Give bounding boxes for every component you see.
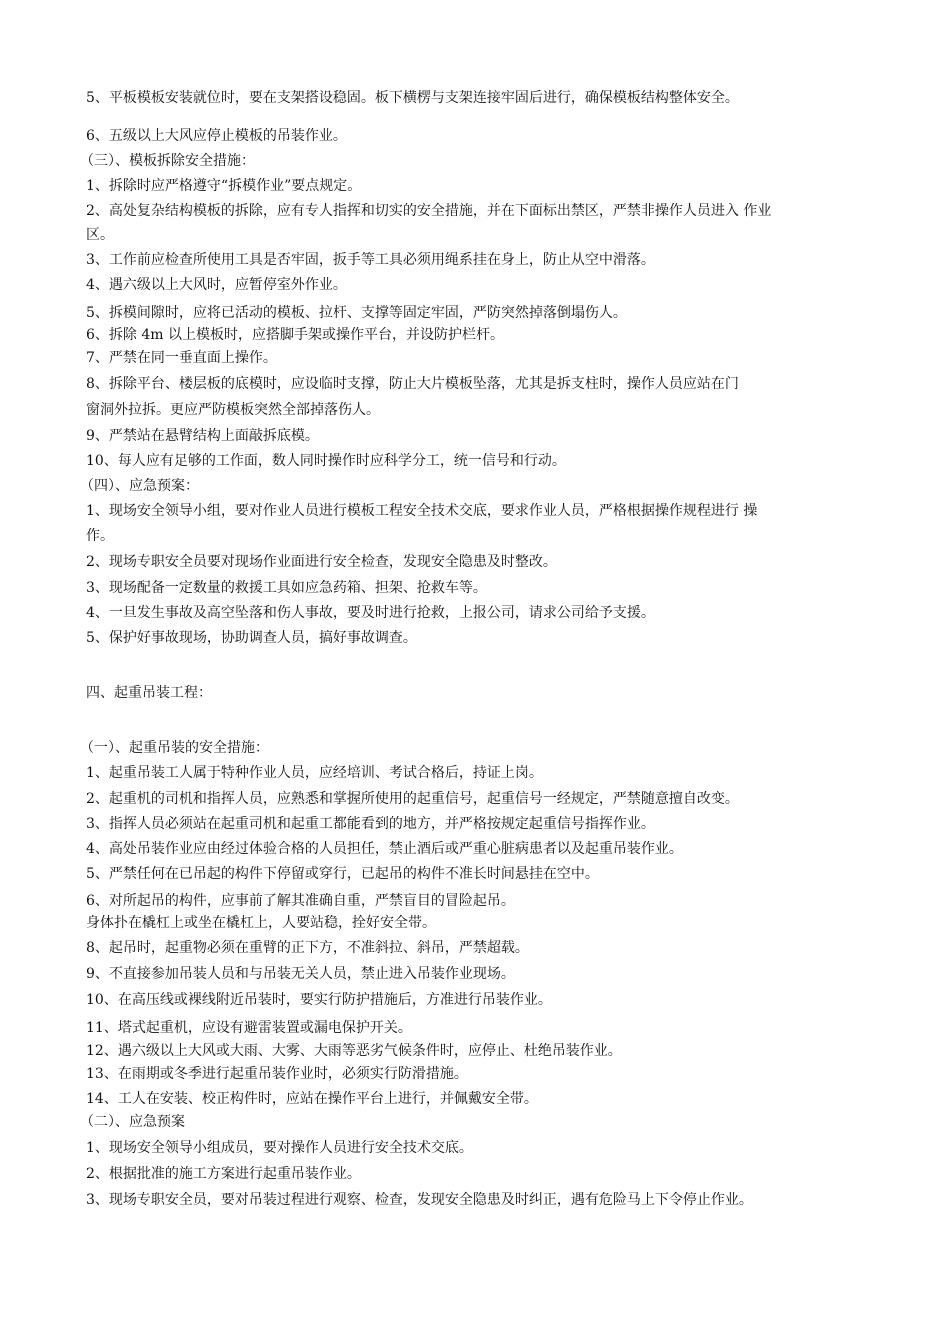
paragraph-line: 1、起重吊装工人属于特种作业人员，应经培训、考试合格后，持证上岗。 <box>86 765 543 781</box>
paragraph-line: 5、平板模板安装就位时，要在支架搭设稳固。板下横楞与支架连接牢固后进行，确保模板结构整体安全。 <box>86 90 739 106</box>
paragraph-line: 区。 <box>86 227 114 243</box>
paragraph-line: 身体扑在橇杠上或坐在橇杠上，人要站稳，拴好安全带。 <box>86 915 436 931</box>
paragraph-line: 2、现场专职安全员要对现场作业面进行安全检查，发现安全隐患及时整改。 <box>86 554 557 570</box>
paragraph-line: 7、严禁在同一垂直面上操作。 <box>86 350 277 366</box>
paragraph-line: 4、一旦发生事故及高空坠落和伤人事故，要及时进行抢救，上报公司，请求公司给予支援。 <box>86 605 655 621</box>
paragraph-line: 1、拆除时应严格遵守“拆模作业”要点规定。 <box>86 178 362 194</box>
paragraph-line: 2、高处复杂结构模板的拆除，应有专人指挥和切实的安全措施，并在下面标出禁区，严禁非操作人员进入 作业 <box>86 203 772 219</box>
paragraph-line: 作。 <box>86 528 114 544</box>
paragraph-line: 3、现场配备一定数量的救援工具如应急药箱、担架、抢救车等。 <box>86 580 487 596</box>
paragraph-line: 5、严禁任何在已吊起的构件下停留或穿行，已起吊的构件不准长时间悬挂在空中。 <box>86 866 599 882</box>
paragraph-line: 1、现场安全领导小组成员，要对操作人员进行安全技术交底。 <box>86 1140 473 1156</box>
paragraph-line: 8、拆除平台、楼层板的底模时，应设临时支撑，防止大片模板坠落，尤其是拆支柱时，操作人员应站在门 <box>86 376 739 392</box>
paragraph-line: 3、工作前应检查所使用工具是否牢固，扳手等工具必须用绳系挂在身上，防止从空中滑落。 <box>86 252 655 268</box>
paragraph-line: 6、对所起吊的构件，应事前了解其准确自重，严禁盲目的冒险起吊。 <box>86 893 515 909</box>
paragraph-line: 3、指挥人员必须站在起重司机和起重工都能看到的地方，并严格按规定起重信号指挥作业。 <box>86 816 655 832</box>
paragraph-line: 10、在高压线或裸线附近吊装时，要实行防护措施后，方准进行吊装作业。 <box>86 992 552 1008</box>
chapter-heading: 四、起重吊装工程： <box>86 685 212 701</box>
paragraph-line: 10、每人应有足够的工作面，数人同时操作时应科学分工，统一信号和行动。 <box>86 453 566 469</box>
paragraph-line: 4、遇六级以上大风时，应暂停室外作业。 <box>86 277 347 293</box>
section-heading: （二）、应急预案 <box>80 1114 185 1130</box>
section-heading: （四）、应急预案： <box>80 478 199 494</box>
paragraph-line: 14、工人在安装、校正构件时，应站在操作平台上进行，并佩戴安全带。 <box>86 1091 538 1107</box>
paragraph-line: 5、保护好事故现场，协助调查人员，搞好事故调查。 <box>86 630 417 646</box>
paragraph-line: 13、在雨期或冬季进行起重吊装作业时，必须实行防滑措施。 <box>86 1066 468 1082</box>
section-heading: （一）、起重吊装的安全措施： <box>80 740 269 756</box>
paragraph-line: 4、高处吊装作业应由经过体验合格的人员担任，禁止酒后或严重心脏病患者以及起重吊装作业。 <box>86 841 683 857</box>
paragraph-line: 2、起重机的司机和指挥人员，应熟悉和掌握所使用的起重信号，起重信号一经规定，严禁随意擅自改变。 <box>86 791 739 807</box>
section-heading: （三）、模板拆除安全措施： <box>80 153 255 169</box>
paragraph-line: 5、拆模间隙时，应将已活动的模板、拉杆、支撑等固定牢固，严防突然掉落倒塌伤人。 <box>86 305 627 321</box>
paragraph-line: 12、遇六级以上大风或大雨、大雾、大雨等恶劣气候条件时，应停止、杜绝吊装作业。 <box>86 1043 622 1059</box>
paragraph-line: 6、拆除 4m 以上模板时，应搭脚手架或操作平台，并设防护栏杆。 <box>86 327 504 343</box>
paragraph-line: 9、不直接参加吊装人员和与吊装无关人员，禁止进入吊装作业现场。 <box>86 966 515 982</box>
paragraph-line: 9、严禁站在悬臂结构上面敲拆底模。 <box>86 428 319 444</box>
paragraph-line: 1、现场安全领导小组，要对作业人员进行模板工程安全技术交底，要求作业人员，严格根据操作规程进行 操 <box>86 503 758 519</box>
paragraph-line: 8、起吊时，起重物必须在重臂的正下方，不准斜拉、斜吊，严禁超载。 <box>86 940 529 956</box>
paragraph-line: 3、现场专职安全员，要对吊装过程进行观察、检查，发现安全隐患及时纠正，遇有危险马上下令停止作业。 <box>86 1192 753 1208</box>
paragraph-line: 11、塔式起重机，应设有避雷装置或漏电保护开关。 <box>86 1020 412 1036</box>
paragraph-line: 窗洞外拉拆。更应严防模板突然全部掉落伤人。 <box>86 402 380 418</box>
paragraph-line: 6、五级以上大风应停止模板的吊装作业。 <box>86 128 347 144</box>
paragraph-line: 2、根据批准的施工方案进行起重吊装作业。 <box>86 1166 361 1182</box>
